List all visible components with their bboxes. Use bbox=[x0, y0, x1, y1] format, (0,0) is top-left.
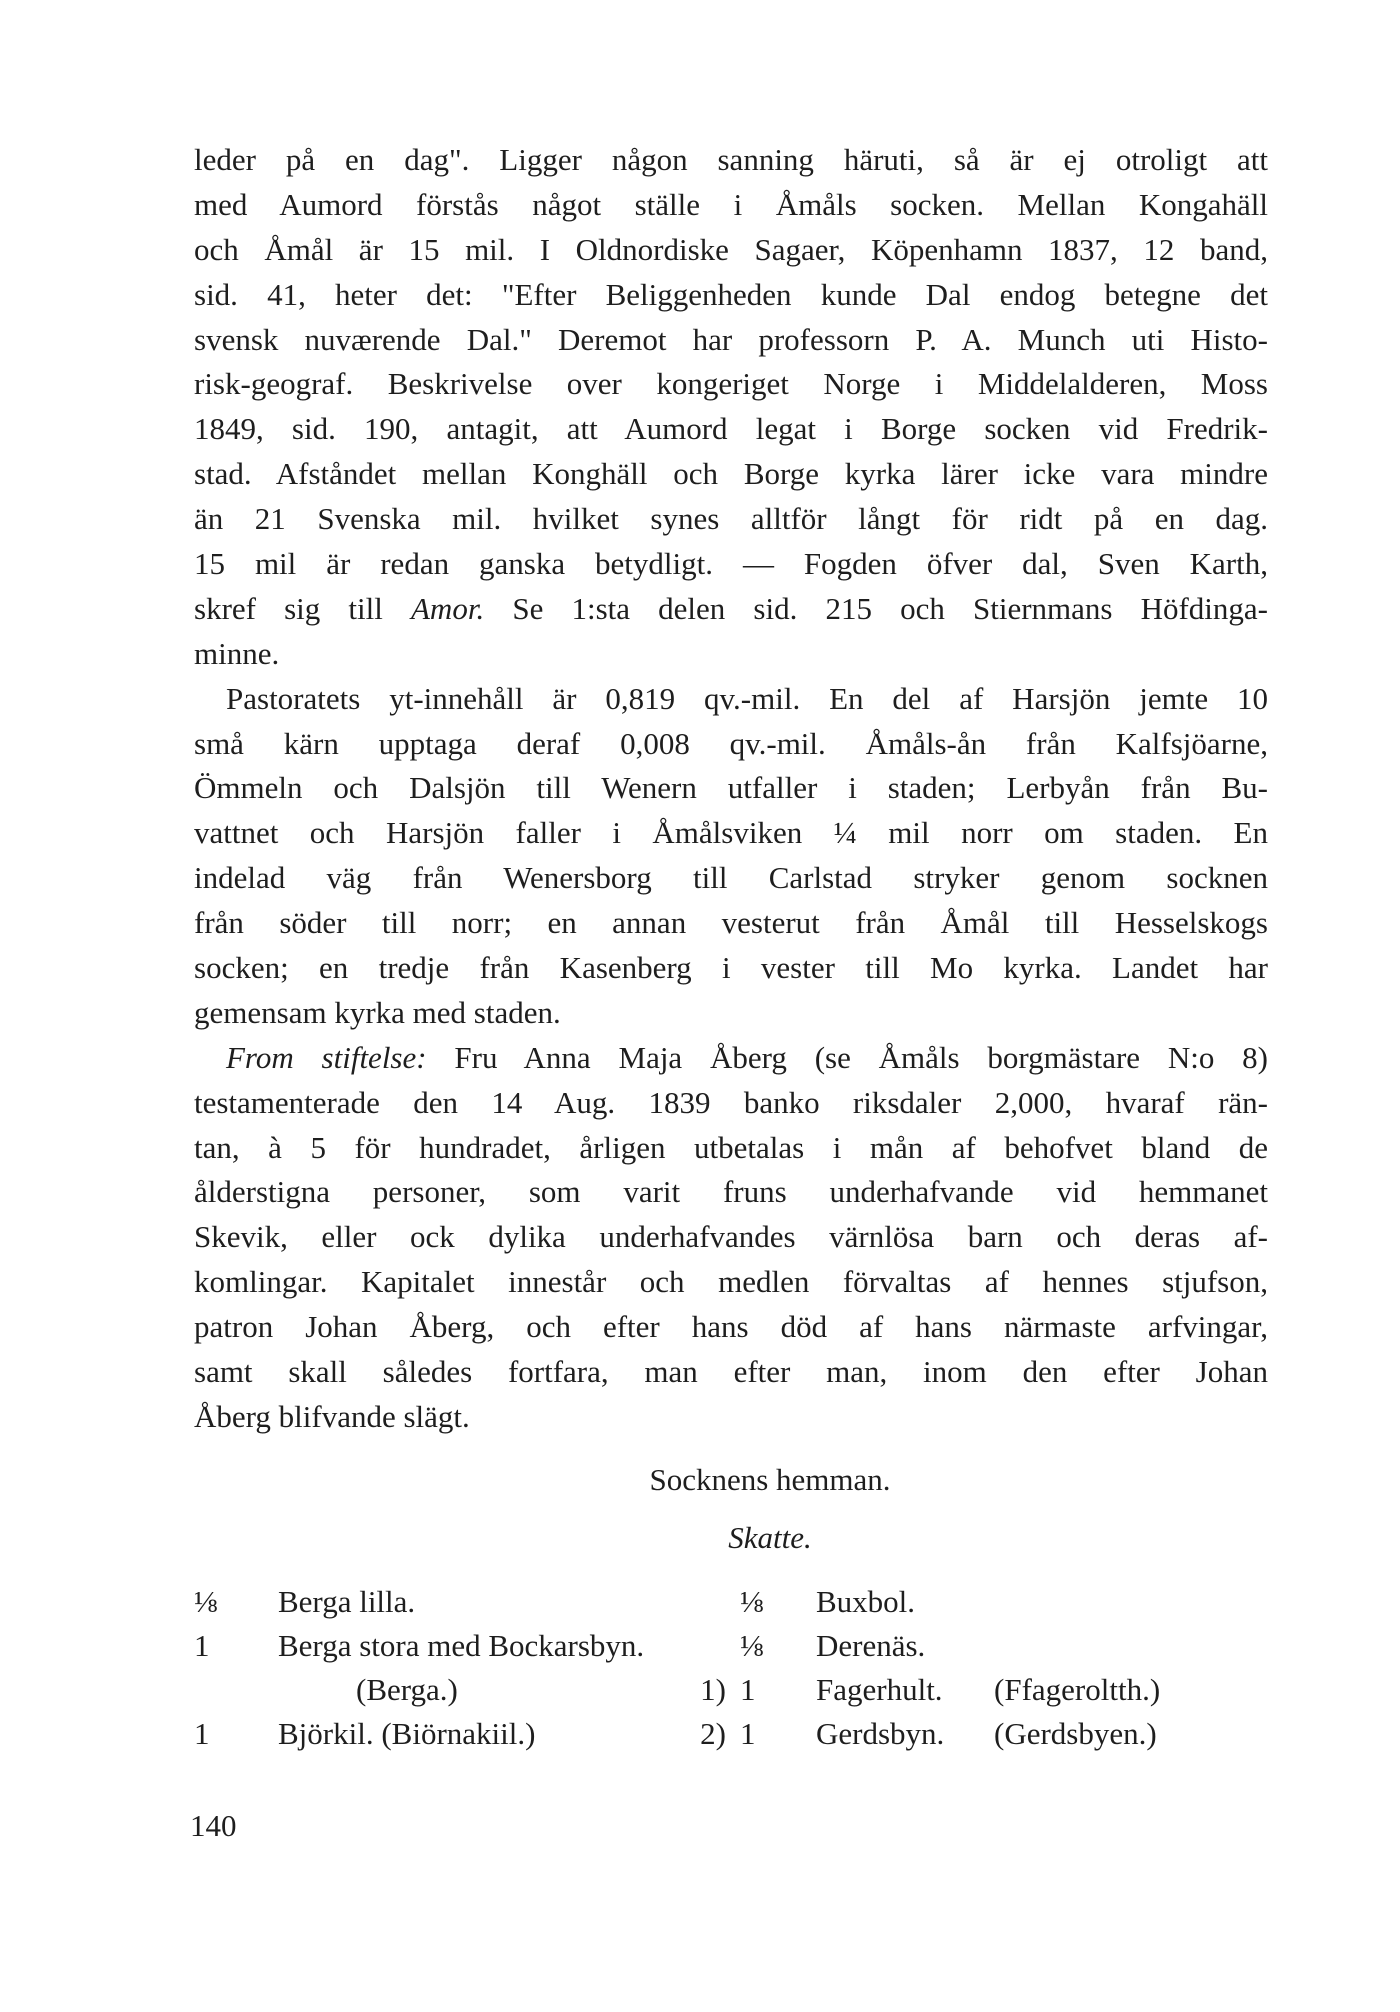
text-fragment: Se 1:sta delen sid. 215 och Stiernmans Höfdinga- bbox=[512, 590, 1269, 626]
farm-name: Derenäs. bbox=[816, 1628, 926, 1663]
text-line: sid. 41, heter det: "Efter Beliggenheden kunde Dal endog betegne det bbox=[194, 276, 1268, 312]
farm-row bbox=[194, 1580, 1274, 1624]
text-line: ålderstigna personer, som varit fruns underhafvande vid hemmanet bbox=[194, 1174, 1268, 1210]
text-line bbox=[194, 1036, 1268, 1081]
farm-share: 1 bbox=[740, 1672, 756, 1707]
text-line: från söder till norr; en annan vesterut från Åmål till Hesselskogs bbox=[194, 905, 1268, 941]
farm-name: Björkil. (Biörnakiil.) bbox=[278, 1716, 536, 1751]
text-line: Skevik, eller ock dylika underhafvandes värnlösa barn och deras af- bbox=[194, 1219, 1268, 1255]
text-line: vattnet och Harsjön faller i Åmålsviken ¼ mil norr om staden. En bbox=[194, 815, 1268, 851]
text-line: stad. Afståndet mellan Konghäll och Borge kyrka lärer icke vara mindre bbox=[194, 456, 1268, 492]
text-line: Åberg blifvande slägt. bbox=[194, 1398, 470, 1434]
text-line: 1849, sid. 190, antagit, att Aumord legat i Borge socken vid Fredrik- bbox=[194, 411, 1268, 447]
farm-table bbox=[194, 1580, 1274, 1756]
farm-name: Berga lilla. bbox=[278, 1584, 416, 1619]
text-line: testamenterade den 14 Aug. 1839 banko riksdaler 2,000, hvaraf rän- bbox=[194, 1084, 1268, 1120]
body-text bbox=[194, 138, 1268, 1440]
page-number: 140 bbox=[190, 1808, 237, 1843]
farm-share: ⅛ bbox=[740, 1584, 764, 1619]
text-line: leder på en dag". Ligger någon sanning häruti, så är ej otroligt att bbox=[194, 142, 1268, 177]
farm-name: Gerdsbyn. bbox=[816, 1716, 945, 1751]
text-line: Ömmeln och Dalsjön till Wenern utfaller i staden; Lerbyån från Bu- bbox=[194, 770, 1268, 806]
text-line: gemensam kyrka med staden. bbox=[194, 994, 561, 1030]
farm-old-name: (Gerdsbyen.) bbox=[994, 1716, 1157, 1751]
text-line: svensk nuværende Dal." Deremot har professorn P. A. Munch uti Histo- bbox=[194, 321, 1268, 357]
text-line: små kärn upptaga deraf 0,008 qv.-mil. Åmåls-ån från Kalfsjöarne, bbox=[194, 725, 1268, 761]
farm-share: 1 bbox=[194, 1628, 210, 1663]
section-subheading: Skatte. bbox=[728, 1520, 812, 1555]
farm-row bbox=[194, 1668, 1274, 1712]
text-line: patron Johan Åberg, och efter hans död af hans närmaste arfvingar, bbox=[194, 1309, 1268, 1345]
footnote-number: 2) bbox=[700, 1716, 726, 1751]
farm-name: Berga stora med Bockarsbyn. bbox=[278, 1628, 645, 1663]
italic-word: Amor. bbox=[411, 590, 485, 626]
farm-row bbox=[194, 1624, 1274, 1668]
farm-share: ⅛ bbox=[194, 1584, 218, 1619]
farm-share: 1 bbox=[194, 1716, 210, 1751]
text-line: samt skall således fortfara, man efter man, inom den efter Johan bbox=[194, 1354, 1268, 1390]
footnote-number: 1) bbox=[700, 1672, 726, 1707]
farm-name: Fagerhult. bbox=[816, 1672, 943, 1707]
italic-label: From stiftelse: bbox=[226, 1039, 427, 1075]
farm-name: (Berga.) bbox=[356, 1672, 458, 1707]
section-heading: Socknens hemman. bbox=[649, 1462, 891, 1497]
text-line: indelad väg från Wenersborg till Carlstad stryker genom socknen bbox=[194, 860, 1268, 896]
text-line: socken; en tredje från Kasenberg i vester till Mo kyrka. Landet har bbox=[194, 950, 1268, 986]
text-line: minne. bbox=[194, 635, 280, 671]
text-line bbox=[194, 587, 1268, 632]
text-line: med Aumord förstås något ställe i Åmåls socken. Mellan Kongahäll bbox=[194, 186, 1268, 222]
text-line: tan, à 5 för hundradet, årligen utbetalas i mån af behofvet bland de bbox=[194, 1129, 1268, 1165]
text-line: 15 mil är redan ganska betydligt. — Fogden öfver dal, Sven Karth, bbox=[194, 546, 1268, 582]
text-fragment: skref sig till bbox=[194, 590, 383, 626]
farm-share: ⅛ bbox=[740, 1628, 764, 1663]
farm-name: Buxbol. bbox=[816, 1584, 916, 1619]
text-fragment: Fru Anna Maja Åberg (se Åmåls borgmästare N:o 8) bbox=[454, 1039, 1268, 1075]
farm-row bbox=[194, 1712, 1274, 1756]
text-line: risk-geograf. Beskrivelse over kongeriget Norge i Middelalderen, Moss bbox=[194, 366, 1268, 402]
text-line: Pastoratets yt-innehåll är 0,819 qv.-mil. En del af Harsjön jemte 10 bbox=[226, 680, 1268, 716]
farm-old-name: (Ffageroltth.) bbox=[994, 1672, 1161, 1707]
farm-share: 1 bbox=[740, 1716, 756, 1751]
text-line: och Åmål är 15 mil. I Oldnordiske Sagaer, Köpenhamn 1837, 12 band, bbox=[194, 231, 1268, 267]
text-line: än 21 Svenska mil. hvilket synes alltför långt för ridt på en dag. bbox=[194, 501, 1268, 537]
text-line: komlingar. Kapitalet innestår och medlen förvaltas af hennes stjufson, bbox=[194, 1264, 1268, 1300]
